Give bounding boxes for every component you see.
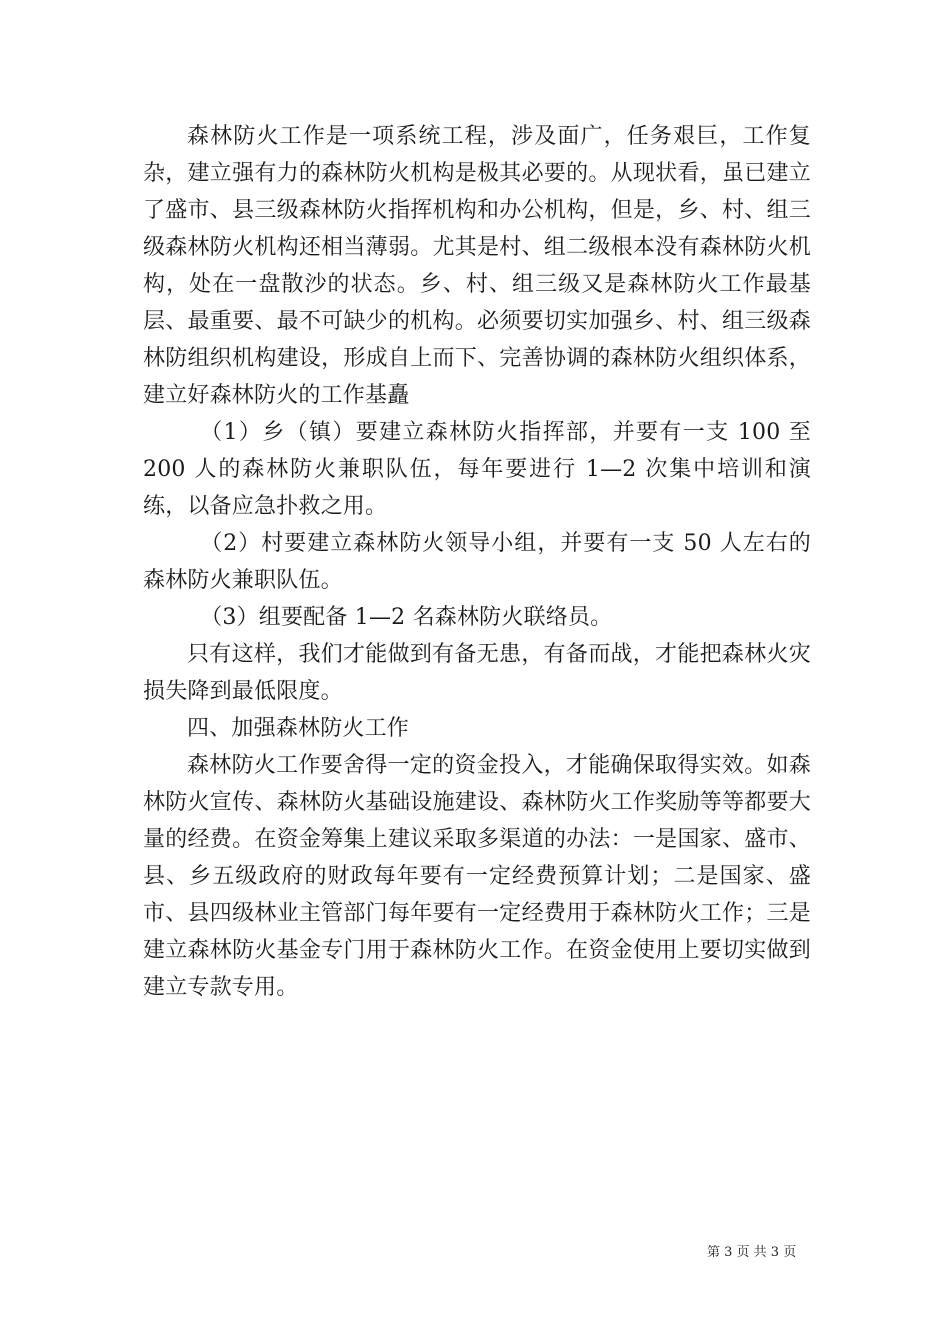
- paragraph-item-township: （1）乡（镇）要建立森林防火指挥部，并要有一支 100 至 200 人的森林防火兼职队伍，每年要进行 1—2 次集中培训和演练，以备应急扑救之用。: [143, 420, 811, 519]
- paragraph-conclusion: 只有这样，我们才能做到有备无患，有备而战，才能把森林火灾损失降到最低限度。: [143, 642, 811, 704]
- body-text: [143, 118, 811, 1006]
- paragraph-funding: 森林防火工作要舍得一定的资金投入，才能确保取得实效。如森林防火宣传、森林防火基础设施建设、森林防火工作奖励等等都要大量的经费。在资金筹集上建议采取多渠道的办法：一是国家、盛市、县、乡五级政府的财政每年要有一定经费预算计划；二是国家、盛市、县四级林业主管部门每年要有一定经费用于森林防火工作；三是建立森林防火基金专门用于森林防火工作。在资金使用上要切实做到建立专款专用。: [143, 753, 811, 1000]
- paragraph-item-village: （2）村要建立森林防火领导小组，并要有一支 50 人左右的森林防火兼职队伍。: [143, 531, 811, 593]
- section-heading: 四、加强森林防火工作: [187, 716, 410, 741]
- page-number-footer: 第 3 页 共 3 页: [707, 1245, 797, 1260]
- paragraph-item-group: （3）组要配备 1—2 名森林防火联络员。: [200, 605, 613, 630]
- paragraph-forest-fire-organization: 森林防火工作是一项系统工程，涉及面广，任务艰巨，工作复杂，建立强有力的森林防火机构是极其必要的。从现状看，虽已建立了盛市、县三级森林防火指挥机构和办公机构，但是，乡、村、组三级森林防火机构还相当薄弱。尤其是村、组二级根本没有森林防火机构，处在一盘散沙的状态。乡、村、组三级又是森林防火工作最基层、最重要、最不可缺少的机构。必须要切实加强乡、村、组三级森林防组织机构建设，形成自上而下、完善协调的森林防火组织体系，建立好森林防火的工作基矗: [143, 124, 811, 408]
